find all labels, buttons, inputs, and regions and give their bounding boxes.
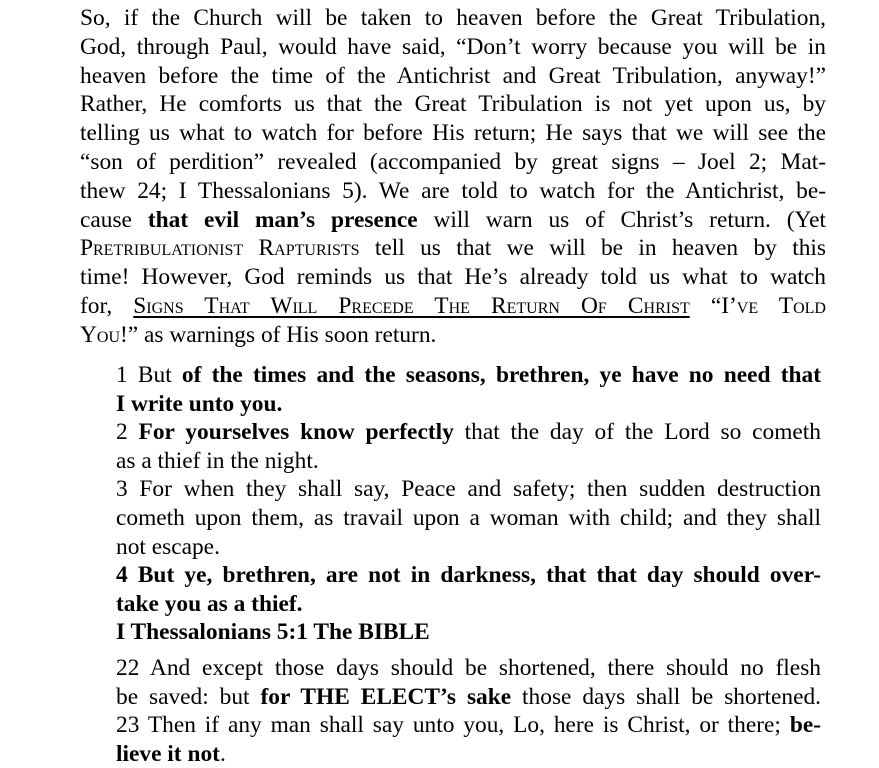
- scripture-citation: [116, 618, 821, 647]
- text-line: God, through Paul, would have said, “Don’t worry because you will be in: [80, 33, 826, 60]
- book-title-link: Signs That Will Precede The Return Of Christ: [133, 292, 690, 319]
- text-run: will warn us of Christ’s return. (Yet: [417, 206, 826, 233]
- text-run: 23 Then if any man shall say unto you, Lo, here is Christ, or there;: [116, 712, 790, 739]
- text-line: Rather, He comforts us that the Great Tribulation is not yet upon us, by: [80, 91, 826, 118]
- verse-line: 3 For when they shall say, Peace and safety; then sudden destruction: [116, 476, 821, 503]
- small-caps-phrase: “I’ve Told: [689, 292, 826, 319]
- text-run: ” as warnings of His soon return.: [127, 321, 437, 348]
- verse-line: cometh upon them, as travail upon a woman with child; and they shall: [116, 504, 821, 531]
- text-line: “son of perdition” revealed (accompanied by great signs – Joel 2; Mat-: [80, 148, 826, 175]
- text-run: tell us that we will be in heaven by this: [359, 235, 826, 262]
- text-line: thew 24; I Thessalonians 5). We are told to watch for the Antichrist, be-: [80, 177, 826, 204]
- verse-line: [116, 711, 821, 740]
- text-run: cause: [80, 206, 148, 233]
- text-run: that the day of the Lord so cometh: [453, 419, 822, 446]
- bold-phrase: that evil man’s presence: [147, 206, 418, 233]
- text-run: be saved: but: [116, 683, 261, 710]
- text-line: heaven before the time of the Antichrist and Great Tribulation, anyway!”: [80, 62, 826, 89]
- verse-line: [116, 361, 821, 390]
- text-run: those days shall be shortened.: [511, 683, 821, 710]
- intro-paragraph: [80, 4, 826, 350]
- bold-phrase: take you as a thief.: [116, 590, 303, 617]
- text-line: time! However, God reminds us that He’s already told us what to watch: [80, 264, 826, 291]
- verse-line: [116, 390, 821, 419]
- text-line: [80, 321, 826, 350]
- matthew-quote: [116, 654, 821, 768]
- text-run: .: [219, 740, 226, 767]
- verse-line: not escape.: [116, 533, 220, 560]
- verse-line: [116, 683, 821, 712]
- small-caps-phrase: Pretribulationist Rapturists: [80, 235, 360, 262]
- text-line: [80, 234, 826, 263]
- bold-phrase: 4 But ye, brethren, are not in darkness, that that day should over-: [116, 562, 821, 589]
- text-line: So, if the Church will be taken to heaven before the Great Tribulation,: [80, 5, 826, 31]
- verse-line: [116, 740, 821, 768]
- verse-line: [116, 561, 821, 590]
- text-run: for,: [80, 292, 134, 319]
- verse-line: 22 And except those days should be shortened, there should no flesh: [116, 655, 821, 681]
- text-line: [80, 292, 826, 321]
- text-line: [80, 206, 826, 235]
- verse-line: as a thief in the night.: [116, 447, 319, 474]
- verse-line: [116, 418, 821, 447]
- bold-phrase: be-: [789, 712, 821, 739]
- small-caps-phrase: You!: [80, 321, 128, 348]
- bold-phrase: I Thessalonians 5:1 The BIBLE: [116, 619, 430, 646]
- bold-phrase: lieve it not: [116, 740, 220, 767]
- thessalonians-quote: [116, 361, 821, 647]
- bold-phrase: of the times and the seasons, brethren, ye have no need that: [181, 362, 821, 388]
- text-run: 1 But: [116, 362, 182, 388]
- bold-phrase: I write unto you.: [116, 390, 283, 417]
- text-run: 2: [116, 419, 139, 446]
- bold-phrase: for THE ELECT’s sake: [260, 683, 512, 710]
- bold-phrase: For yourselves know perfectly: [138, 419, 454, 446]
- text-line: telling us what to watch for before His return; He says that we will see the: [80, 120, 826, 147]
- verse-line: [116, 590, 821, 619]
